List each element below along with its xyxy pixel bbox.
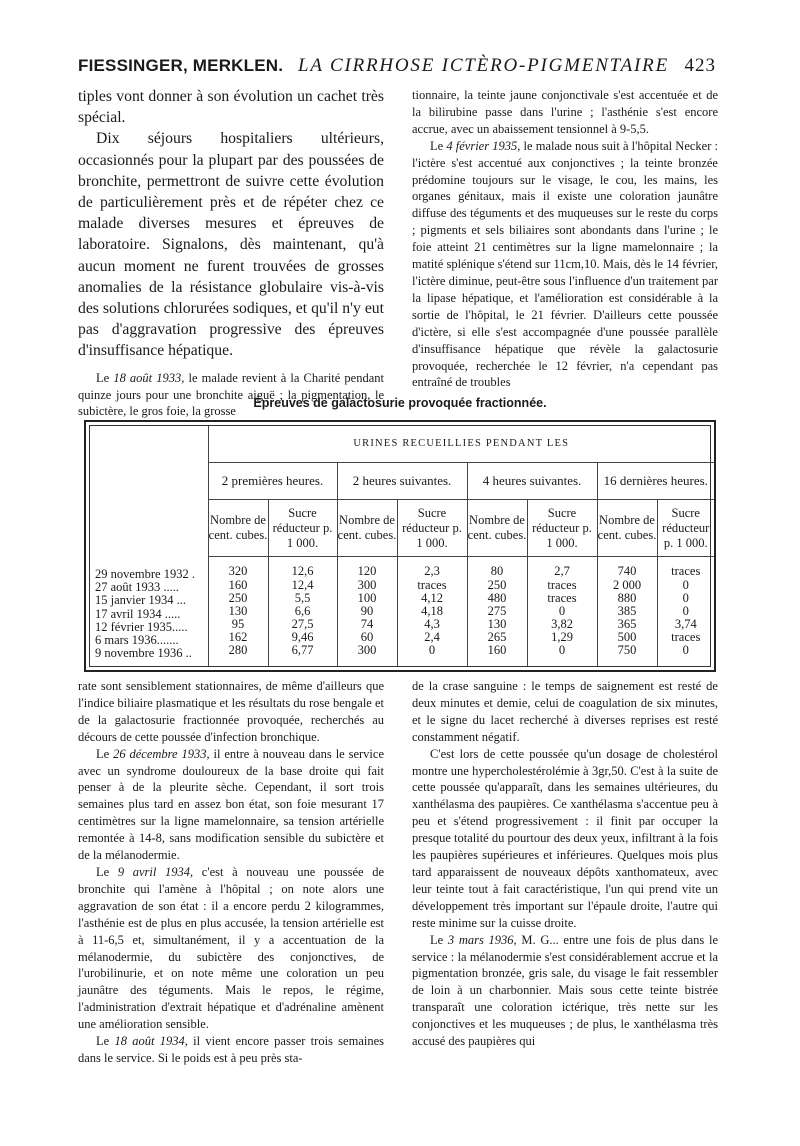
table-cell: 160 bbox=[228, 577, 248, 592]
table-cell: 250 bbox=[487, 577, 507, 592]
table-value-column bbox=[467, 557, 527, 667]
table-cell: 90 bbox=[360, 603, 374, 618]
date-italic: 4 février 1935, bbox=[446, 138, 521, 153]
table-cell: 480 bbox=[487, 590, 507, 605]
table-cell: 4,18 bbox=[421, 603, 443, 618]
table-cell: 12,6 bbox=[291, 564, 314, 579]
running-head-title: LA CIRRHOSE ICTÈRO-PIGMENTAIRE bbox=[298, 55, 669, 76]
table-cell: 280 bbox=[228, 643, 248, 658]
date-italic: 18 août 1933, bbox=[113, 370, 185, 385]
table-date: 12 février 1935..... bbox=[95, 619, 188, 634]
table-cell: 120 bbox=[357, 564, 377, 579]
col-header-nombre: Nombre de cent. cubes. bbox=[597, 500, 657, 557]
table-cell: 100 bbox=[357, 590, 377, 605]
table-cell: 1,29 bbox=[551, 630, 573, 645]
table-cell: 2,3 bbox=[424, 564, 440, 579]
table-cell: 0 bbox=[682, 603, 689, 618]
running-head-authors: FIESSINGER, MERKLEN. bbox=[78, 56, 284, 75]
bottom-left-column bbox=[78, 678, 384, 1067]
date-italic: 18 août 1934, bbox=[114, 1034, 188, 1049]
col-header-nombre: Nombre de cent. cubes. bbox=[337, 500, 397, 557]
table-date: 17 avril 1934 ..... bbox=[95, 606, 181, 621]
table-cell: 6,6 bbox=[294, 603, 311, 618]
table-cell: 750 bbox=[617, 643, 637, 658]
col-header-nombre: Nombre de cent. cubes. bbox=[208, 500, 268, 557]
table-cell: 0 bbox=[428, 643, 436, 658]
table-cell: 130 bbox=[487, 617, 507, 632]
table-cell: 130 bbox=[228, 603, 248, 618]
urines-header: URINES RECUEILLIES PENDANT LES bbox=[208, 426, 714, 463]
table-date: 27 août 1933 ..... bbox=[95, 580, 180, 595]
table-cell: 0 bbox=[558, 603, 566, 618]
paragraph: Le 18 août 1934, il vient encore passer trois semaines dans le service. Si le poids est à peu près sta- bbox=[78, 1034, 384, 1065]
table-cell: 2,7 bbox=[554, 564, 570, 579]
paragraph: Le 18 août 1933, le malade revient à la Charité pendant quinze jours pour une bronchite aiguë ; la pigmentation, le subictère, le gros foie, la grosse bbox=[78, 370, 384, 419]
date-italic: 26 décembre 1933, bbox=[113, 746, 210, 761]
col-header-sucre: Sucre réducteur p. 1 000. bbox=[268, 500, 337, 557]
table-cell: 95 bbox=[231, 617, 245, 632]
date-italic: 3 mars 1936, bbox=[447, 932, 517, 947]
table-value-column bbox=[397, 557, 467, 667]
paragraph: Le 9 avril 1934, c'est à nouveau une poussée de bronchite qui l'amène à l'hôpital ; on note alors une aggravation de son état : il a encore perdu 2 kilogrammes, l'asthénie est de plus en plus accusée, la tension artérielle est à 11-6,5 et, simultanément, il y a accentuation de la mélanodermie, du subictère des conjonctives, de l'urobilinurie, et on note même une coloration un peu jaunâtre des téguments. Mais le repos, le régime, l'administration d'extrait hépatique et d'adrénaline amènent une amélioration sensible. bbox=[78, 864, 385, 1032]
table-cell: 250 bbox=[228, 590, 248, 605]
table-date: 15 janvier 1934 ... bbox=[95, 593, 186, 608]
table-cell: 385 bbox=[617, 603, 637, 618]
period-header: 2 premières heures. bbox=[208, 463, 337, 500]
col-header-nombre: Nombre de cent. cubes. bbox=[467, 500, 527, 557]
table-cell: 740 bbox=[617, 564, 637, 579]
period-header: 16 dernières heures. bbox=[597, 463, 714, 500]
galactosurie-table bbox=[84, 420, 716, 672]
table-cell: 80 bbox=[490, 564, 504, 579]
table-date: 29 novembre 1932 . bbox=[95, 567, 195, 581]
table-value-column bbox=[597, 557, 657, 667]
table-cell: 27,5 bbox=[291, 617, 314, 632]
table-cell: traces bbox=[547, 590, 577, 605]
table-value-column bbox=[527, 557, 597, 667]
table-cell: 2 000 bbox=[612, 577, 642, 592]
table-caption: Épreuves de galactosurie provoquée fractionnée. bbox=[253, 396, 547, 410]
table-value-column bbox=[657, 557, 714, 667]
table-value-column bbox=[268, 557, 337, 667]
table-cell: 74 bbox=[360, 617, 374, 632]
table-cell: traces bbox=[417, 577, 447, 592]
table-cell: 0 bbox=[682, 643, 689, 658]
table-cell: 4,12 bbox=[421, 590, 443, 605]
paragraph: Dix séjours hospitaliers ultérieurs, occasionnés pour la plupart par des poussées de bronchite, permettront de suivre cette évolution de particulièrement près et de répéter chez ce malade diverses mesures et épreuves de laboratoire. Signalons, dès maintenant, qu'à aucun moment ne furent trouvées de grosses anomalies de la résistance globulaire vis-à-vis des solutions chlorurées sodiques, et qu'il n'y eut pas d'aggravation progressive des épreuves d'insuffisance hépatique. bbox=[78, 130, 384, 360]
table-cell: 365 bbox=[617, 617, 637, 632]
table-cell: 0 bbox=[558, 643, 566, 658]
table-cell: traces bbox=[547, 577, 577, 592]
table-cell: 4,3 bbox=[424, 617, 440, 632]
paragraph: rate sont sensiblement stationnaires, de même d'ailleurs que l'indice biliaire plasmatique et les résultats du rose bengale et de la galactosurie fractionnée provoquée, recherchés au décours de cette poussée d'infection bronchique. bbox=[78, 679, 384, 744]
bottom-right-column bbox=[412, 678, 718, 1050]
table-cell: traces bbox=[671, 564, 701, 579]
top-left-column bbox=[78, 86, 384, 420]
paragraph: tionnaire, la teinte jaune conjonctivale s'est accentuée et de la bilirubine passe dans l'urine ; l'asthénie s'est encore accrue, avec un abaissement tensionnel à 9-5,5. bbox=[412, 88, 718, 136]
dates-column bbox=[90, 426, 208, 666]
table-value-column bbox=[208, 557, 268, 667]
table-cell: 880 bbox=[617, 590, 637, 605]
table-value-column bbox=[337, 557, 397, 667]
paragraph: Le 4 février 1935, le malade nous suit à l'hôpital Necker : l'ictère s'est accentué aux conjonctives ; la teinte bronzée prédomine toujours sur le visage, le cou, les mains, les organes génitaux, mais il existe une coloration jaunâtre diffuse des téguments et des muqueuses sur le reste du corps ; pigments et sels biliaires sont abondants dans l'urine ; le foie atteint 21 centimètres sur la ligne mamelonnaire ; la matité splénique s'étend sur 11cm,10. Mais, dès le 14 février, l'ictère diminue, peut-être sous l'influence d'un traitement par la lipase hépatique, et l'amélioration est considérable à la sortie de l'hôpital, le 21 février. D'ailleurs cette poussée d'ictère, si elle s'est accompagnée d'une poussée parallèle d'insuffisance hépatique que révèle la galactosurie provoquée, recherchée le 12 février, n'a cependant pas entraîné de troubles bbox=[412, 138, 719, 390]
paragraph: de la crase sanguine : le temps de saignement est resté de deux minutes et demie, celui de coagulation de six minutes, et le signe du lacet recherché à diverses reprises est resté constamment négatif. bbox=[412, 679, 718, 744]
table-cell: 60 bbox=[360, 630, 374, 645]
period-header: 2 heures suivantes. bbox=[337, 463, 467, 500]
table-date: 6 mars 1936....... bbox=[95, 632, 179, 647]
table-cell: 275 bbox=[487, 603, 507, 618]
table-cell: 0 bbox=[682, 577, 689, 592]
table-cell: 3,82 bbox=[551, 617, 573, 632]
table-date: 9 novembre 1936 .. bbox=[95, 646, 192, 661]
page-header bbox=[78, 56, 716, 82]
table-cell: 300 bbox=[357, 577, 377, 592]
table-cell: 500 bbox=[617, 630, 637, 645]
col-header-sucre: Sucre réducteur p. 1 000. bbox=[397, 500, 467, 557]
paragraph: Le 3 mars 1936, M. G... entre une fois de plus dans le service : la mélanodermie s'est considérablement accrue et la pigmentation bronzée, gris sale, du visage le fait ressembler de loin à un charbonnier. Mais sous cette teinte bistrée transparaît une coloration ictérique, très nette sur les conjonctives et les muqueuses ; de plus, le xanthélasma très accusé des paupières qui bbox=[412, 932, 718, 1049]
paragraph: tiples vont donner à son évolution un cachet très spécial. bbox=[78, 88, 384, 127]
page-number: 423 bbox=[684, 55, 716, 76]
table-cell: 6,77 bbox=[291, 643, 314, 658]
table-cell: 265 bbox=[487, 630, 507, 645]
data-table bbox=[90, 426, 714, 666]
col-header-sucre: Sucre réducteur p. 1 000. bbox=[657, 500, 714, 557]
table-cell: 5,5 bbox=[294, 590, 311, 605]
date-italic: 9 avril 1934, bbox=[117, 864, 194, 879]
table-cell: 3,74 bbox=[674, 617, 697, 632]
table-cell: 2,4 bbox=[424, 630, 440, 645]
table-cell: 320 bbox=[228, 564, 248, 579]
paragraph: Le 26 décembre 1933, il entre à nouveau dans le service avec un syndrome douloureux de la base droite qui fait penser à de la pleurite sèche. Cependant, il sort trois semaines plus tard en assez bon état, son foie mesurant 17 centimètres sur la ligne mamelonnaire, sa tension artérielle remontée à 14-8, sans modification sensible du subictère et de la mélanodermie. bbox=[78, 746, 384, 863]
table-cell: traces bbox=[671, 630, 701, 645]
table-cell: 162 bbox=[228, 630, 248, 645]
paragraph: C'est lors de cette poussée qu'un dosage de cholestérol montre une hypercholestérolémie à 3gr,50. C'est à la suite de cette poussée qu'apparaît, dans les semaines ultérieures, du xanthélasma des paupières. Ce xanthélasma s'accentue peu à peu et s'étend progressivement : il finit par occuper la presque totalité du pourtour des deux yeux, infiltrant à la fois les paupières supérieures et inférieures. Quelques mois plus tard apparaissent de nouveaux dépôts xanthomateux, avec leur teinte tout à fait caractéristique, l'un qui prend vite un développement très important sur l'épaule droite, l'autre qui reste minime sur la cuisse droite. bbox=[412, 746, 718, 930]
top-right-column bbox=[412, 87, 718, 391]
period-header: 4 heures suivantes. bbox=[467, 463, 597, 500]
table-cell: 300 bbox=[357, 643, 377, 658]
col-header-sucre: Sucre réducteur p. 1 000. bbox=[527, 500, 597, 557]
table-cell: 0 bbox=[682, 590, 689, 605]
table-cell: 12,4 bbox=[291, 577, 314, 592]
table-cell: 160 bbox=[487, 643, 507, 658]
table-cell: 9,46 bbox=[291, 630, 314, 645]
